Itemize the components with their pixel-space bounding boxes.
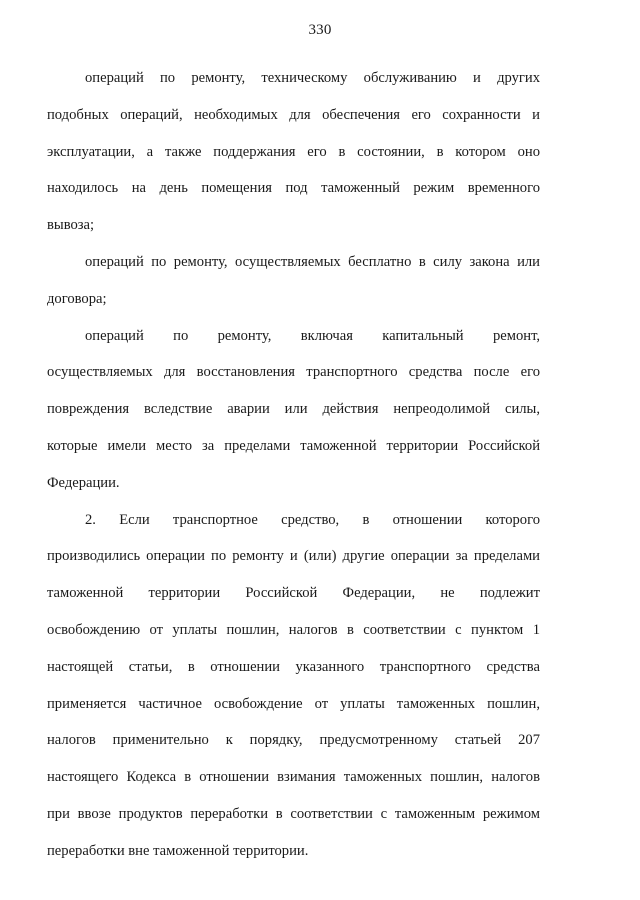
text-line: переработки вне таможенной территории. [47,842,309,859]
paragraph-accident-repair [47,318,540,502]
text-line: налогов применительно к порядку, предусмотренному статьей 207 [47,732,540,749]
text-line: операций по ремонту, включая капитальный ремонт, [85,327,540,344]
text-line: которые имели место за пределами таможенной территории Российской [47,437,540,454]
text-line: операций по ремонту, осуществляемых бесплатно в силу закона или [85,253,540,270]
document-body [47,60,540,870]
text-line: повреждения вследствие аварии или действия непреодолимой силы, [47,401,540,418]
text-line: эксплуатации, а также поддержания его в состоянии, в котором оно [47,143,540,160]
paragraph-repair-maintenance [47,60,540,244]
text-line: производились операции по ремонту и (или) другие операции за пределами [47,548,540,565]
paragraph-free-repair [47,244,540,318]
text-line: договора; [47,290,107,307]
text-line: при ввозе продуктов переработки в соответствии с таможенным режимом [47,805,540,822]
text-line: находилось на день помещения под таможенный режим временного [47,180,540,197]
text-line: применяется частичное освобождение от уплаты таможенных пошлин, [47,695,540,712]
text-line: освобождению от уплаты пошлин, налогов в соответствии с пунктом 1 [47,621,540,638]
text-line: 2. Если транспортное средство, в отношении которого [85,511,540,528]
page-number: 330 [308,22,332,38]
text-line: вывоза; [47,217,95,234]
text-line: настоящей статьи, в отношении указанного транспортного средства [47,658,540,675]
text-line: подобных операций, необходимых для обеспечения его сохранности и [47,106,540,123]
text-line: настоящего Кодекса в отношении взимания таможенных пошлин, налогов [47,769,540,786]
text-line: Федерации. [47,474,120,491]
text-line: осуществляемых для восстановления транспортного средства после его [47,364,540,381]
paragraph-item-2 [47,502,540,870]
text-line: операций по ремонту, техническому обслуживанию и других [85,70,540,86]
text-line: таможенной территории Российской Федерации, не подлежит [47,585,540,602]
